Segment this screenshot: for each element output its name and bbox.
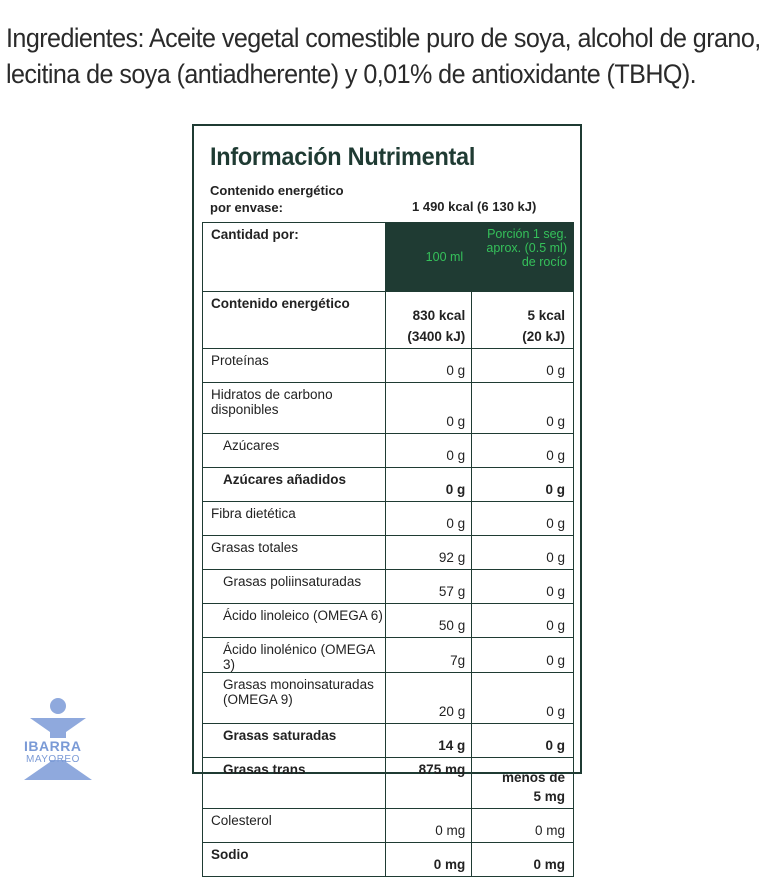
row-label: Proteínas <box>203 349 386 383</box>
header-serving-line1: Porción 1 seg. <box>487 227 567 241</box>
nutrition-table <box>202 222 574 877</box>
row-value-serving: 0 g <box>472 604 574 638</box>
row-label <box>203 434 386 468</box>
table-row <box>203 604 574 638</box>
value-line1: menos de <box>501 770 565 785</box>
header-col-serving <box>472 223 574 292</box>
row-value-100ml: 0 mg <box>386 843 472 877</box>
header-serving-line2: aprox. (0.5 ml) <box>486 241 567 255</box>
row-label: Contenido energético <box>203 292 386 349</box>
row-label-text: Ácido linolénico (OMEGA 3) <box>223 642 375 672</box>
row-value-100ml: 14 g <box>386 724 472 758</box>
row-value-100ml: 0 g <box>386 349 472 383</box>
row-value-100ml: 0 g <box>386 502 472 536</box>
ingredients-line-2: lecitina de soya (antiadherente) y 0,01% de antioxidante (TBHQ). <box>6 59 697 89</box>
row-value-serving: 0 mg <box>472 809 574 843</box>
row-label <box>203 383 386 434</box>
row-value-serving: 0 g <box>472 673 574 724</box>
value-kj: (20 kJ) <box>522 329 565 344</box>
header-serving-line3: de rocío <box>521 255 567 269</box>
table-row <box>203 570 574 604</box>
row-label: Sodio <box>203 843 386 877</box>
row-label-text: Azúcares añadidos <box>223 472 347 487</box>
header-label: Cantidad por: <box>203 223 386 292</box>
row-value-100ml: 7g <box>386 638 472 673</box>
row-value-100ml: 50 g <box>386 604 472 638</box>
row-label-line1: Hidratos de carbono <box>211 387 333 402</box>
row-label-line2: disponibles <box>211 402 279 417</box>
row-label-text: Azúcares <box>223 438 280 453</box>
row-value-100ml: 0 g <box>386 434 472 468</box>
row-value-serving: 0 g <box>472 570 574 604</box>
row-value-100ml: 92 g <box>386 536 472 570</box>
row-label <box>203 758 386 809</box>
row-label-text: Grasas poliinsaturadas <box>223 574 362 589</box>
row-label <box>203 724 386 758</box>
row-value-serving: 0 g <box>472 638 574 673</box>
row-value-serving: 0 g <box>472 434 574 468</box>
row-label <box>203 570 386 604</box>
ingredients-text <box>6 20 761 92</box>
table-row <box>203 809 574 843</box>
table-row <box>203 292 574 349</box>
table-row <box>203 673 574 724</box>
row-value-serving <box>472 758 574 809</box>
row-label: Grasas totales <box>203 536 386 570</box>
value-kj: (3400 kJ) <box>407 329 466 344</box>
row-value-100ml: 0 g <box>386 468 472 502</box>
table-row <box>203 349 574 383</box>
value-kcal: 5 kcal <box>527 308 565 323</box>
row-label-text: Ácido linoleico (OMEGA 6) <box>223 608 383 623</box>
row-label <box>203 468 386 502</box>
row-label-line2: (OMEGA 9) <box>223 692 293 707</box>
row-label-text: Grasas saturadas <box>223 728 337 743</box>
row-label <box>203 638 386 673</box>
table-row <box>203 724 574 758</box>
ingredients-line-1: Ingredientes: Aceite vegetal comestible puro de soya, alcohol de grano, <box>6 23 761 53</box>
row-value-100ml: 0 g <box>386 383 472 434</box>
row-value-100ml <box>386 292 472 349</box>
energy-per-package-label-line1: Contenido energético <box>210 183 344 198</box>
row-value-serving: 0 g <box>472 724 574 758</box>
table-row <box>203 843 574 877</box>
table-header-row <box>203 223 574 292</box>
table-row <box>203 383 574 434</box>
row-value-100ml: 57 g <box>386 570 472 604</box>
table-row <box>203 468 574 502</box>
energy-per-package-label <box>210 182 344 216</box>
nutrition-facts-panel <box>192 124 582 872</box>
row-label <box>203 673 386 724</box>
energy-per-package-value: 1 490 kcal (6 130 kJ) <box>412 199 537 214</box>
row-label: Colesterol <box>203 809 386 843</box>
row-value-100ml: 0 mg <box>386 809 472 843</box>
row-label-line1: Grasas monoinsaturadas <box>223 677 374 692</box>
row-value-serving: 0 mg <box>472 843 574 877</box>
table-row <box>203 758 574 809</box>
table-row <box>203 536 574 570</box>
value-kcal: 830 kcal <box>412 308 466 323</box>
table-row <box>203 638 574 673</box>
table-row <box>203 434 574 468</box>
row-value-serving: 0 g <box>472 383 574 434</box>
row-value-serving <box>472 292 574 349</box>
logo-sub-text: MAYOREO <box>26 754 80 765</box>
header-col-100ml: 100 ml <box>386 223 472 292</box>
logo-brand-text: IBARRA <box>24 738 82 754</box>
panel-title: Información Nutrimental <box>210 143 476 171</box>
row-value-100ml: 20 g <box>386 673 472 724</box>
row-value-serving: 0 g <box>472 502 574 536</box>
row-label-text: Grasas trans <box>223 762 306 777</box>
row-value-serving: 0 g <box>472 536 574 570</box>
row-value-serving: 0 g <box>472 468 574 502</box>
row-label <box>203 604 386 638</box>
energy-per-package-label-line2: por envase: <box>210 200 283 215</box>
row-value-100ml: 875 mg <box>386 758 472 809</box>
row-value-serving: 0 g <box>472 349 574 383</box>
value-line2: 5 mg <box>533 789 565 804</box>
table-row <box>203 502 574 536</box>
row-label: Fibra dietética <box>203 502 386 536</box>
